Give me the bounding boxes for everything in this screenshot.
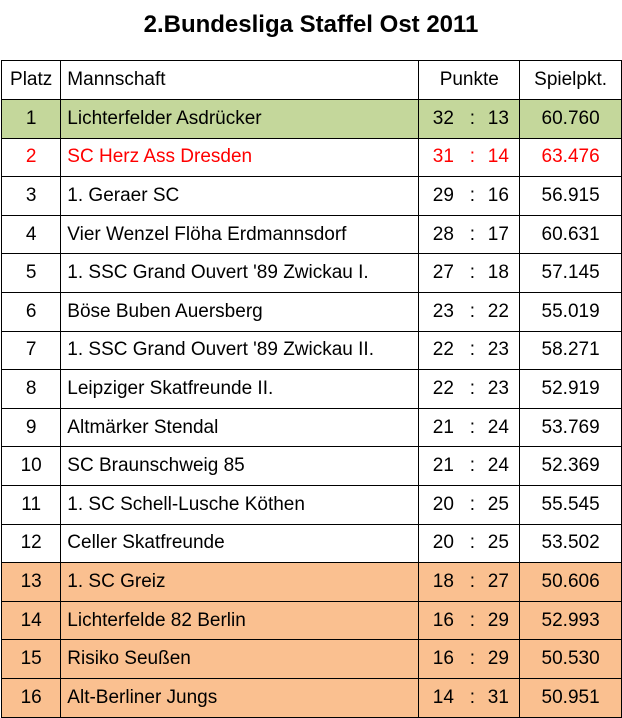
rank-cell: 14 [2, 601, 61, 640]
points-plus: 18 [432, 570, 454, 592]
points-separator: : [469, 686, 475, 708]
game-points-cell: 53.502 [520, 524, 622, 563]
points-cell [419, 331, 520, 370]
points-separator: : [469, 300, 475, 322]
points-plus: 21 [432, 455, 454, 477]
points-plus: 27 [432, 262, 454, 284]
points-separator: : [469, 339, 475, 361]
points-cell [419, 254, 520, 293]
rank-cell: 2 [2, 138, 61, 177]
points-minus: 22 [487, 300, 509, 322]
points-separator: : [469, 493, 475, 515]
points-cell [419, 678, 520, 717]
table-row [2, 100, 622, 139]
rank-cell: 8 [2, 370, 61, 409]
game-points-cell: 52.993 [520, 601, 622, 640]
team-cell: Risiko Seußen [61, 640, 419, 679]
points-plus: 16 [432, 648, 454, 670]
points-plus: 21 [432, 416, 454, 438]
game-points-cell: 50.951 [520, 678, 622, 717]
points-plus: 20 [432, 532, 454, 554]
team-cell: 1. SC Greiz [61, 563, 419, 602]
points-minus: 13 [487, 107, 509, 129]
points-minus: 31 [487, 686, 509, 708]
points-separator: : [469, 532, 475, 554]
points-plus: 16 [432, 609, 454, 631]
points-separator: : [469, 416, 475, 438]
points-plus: 20 [432, 493, 454, 515]
rank-cell: 9 [2, 408, 61, 447]
table-row [2, 601, 622, 640]
points-separator: : [469, 609, 475, 631]
rank-cell: 4 [2, 215, 61, 254]
team-cell: Leipziger Skatfreunde II. [61, 370, 419, 409]
header-points: Punkte [419, 61, 520, 100]
table-row [2, 447, 622, 486]
points-separator: : [469, 223, 475, 245]
table-row [2, 215, 622, 254]
rank-cell: 11 [2, 485, 61, 524]
points-minus: 17 [487, 223, 509, 245]
points-minus: 16 [487, 184, 509, 206]
team-cell: Altmärker Stendal [61, 408, 419, 447]
table-row [2, 138, 622, 177]
game-points-cell: 60.760 [520, 100, 622, 139]
header-team: Mannschaft [61, 61, 419, 100]
game-points-cell: 55.019 [520, 292, 622, 331]
points-minus: 29 [487, 609, 509, 631]
table-row [2, 331, 622, 370]
team-cell: 1. Geraer SC [61, 177, 419, 216]
points-minus: 24 [487, 416, 509, 438]
team-cell: SC Herz Ass Dresden [61, 138, 419, 177]
game-points-cell: 57.145 [520, 254, 622, 293]
points-minus: 14 [487, 146, 509, 168]
table-row [2, 254, 622, 293]
points-cell [419, 640, 520, 679]
rank-cell: 5 [2, 254, 61, 293]
points-plus: 29 [432, 184, 454, 206]
points-separator: : [469, 377, 475, 399]
table-row [2, 524, 622, 563]
table-row [2, 370, 622, 409]
rank-cell: 3 [2, 177, 61, 216]
points-cell [419, 292, 520, 331]
points-plus: 14 [432, 686, 454, 708]
standings-table [1, 60, 622, 718]
game-points-cell: 60.631 [520, 215, 622, 254]
page-title: 2.Bundesliga Staffel Ost 2011 [143, 11, 479, 38]
rank-cell: 12 [2, 524, 61, 563]
team-cell: 1. SSC Grand Ouvert '89 Zwickau I. [61, 254, 419, 293]
points-minus: 27 [487, 570, 509, 592]
game-points-cell: 55.545 [520, 485, 622, 524]
rank-cell: 13 [2, 563, 61, 602]
rank-cell: 16 [2, 678, 61, 717]
team-cell: 1. SSC Grand Ouvert '89 Zwickau II. [61, 331, 419, 370]
points-cell [419, 601, 520, 640]
points-plus: 32 [432, 107, 454, 129]
team-cell: Böse Buben Auersberg [61, 292, 419, 331]
points-cell [419, 215, 520, 254]
table-row [2, 485, 622, 524]
game-points-cell: 53.769 [520, 408, 622, 447]
game-points-cell: 63.476 [520, 138, 622, 177]
game-points-cell: 50.606 [520, 563, 622, 602]
table-row [2, 408, 622, 447]
rank-cell: 6 [2, 292, 61, 331]
team-cell: Alt-Berliner Jungs [61, 678, 419, 717]
team-cell: Lichterfelde 82 Berlin [61, 601, 419, 640]
points-separator: : [469, 262, 475, 284]
table-row [2, 177, 622, 216]
points-separator: : [469, 455, 475, 477]
points-cell [419, 138, 520, 177]
game-points-cell: 52.369 [520, 447, 622, 486]
points-separator: : [469, 184, 475, 206]
table-row [2, 563, 622, 602]
game-points-cell: 56.915 [520, 177, 622, 216]
rank-cell: 15 [2, 640, 61, 679]
game-points-cell: 50.530 [520, 640, 622, 679]
points-separator: : [469, 648, 475, 670]
points-plus: 31 [432, 146, 454, 168]
points-plus: 22 [432, 339, 454, 361]
team-cell: Celler Skatfreunde [61, 524, 419, 563]
table-row [2, 292, 622, 331]
team-cell: 1. SC Schell-Lusche Köthen [61, 485, 419, 524]
game-points-cell: 58.271 [520, 331, 622, 370]
team-cell: Lichterfelder Asdrücker [61, 100, 419, 139]
rank-cell: 10 [2, 447, 61, 486]
points-separator: : [469, 570, 475, 592]
header-game-points: Spielpkt. [520, 61, 622, 100]
points-minus: 18 [487, 262, 509, 284]
points-minus: 25 [487, 493, 509, 515]
header-row [2, 61, 622, 100]
team-cell: SC Braunschweig 85 [61, 447, 419, 486]
points-cell [419, 447, 520, 486]
points-separator: : [469, 146, 475, 168]
points-cell [419, 177, 520, 216]
points-separator: : [469, 107, 475, 129]
rank-cell: 1 [2, 100, 61, 139]
points-cell [419, 485, 520, 524]
points-minus: 29 [487, 648, 509, 670]
team-cell: Vier Wenzel Flöha Erdmannsdorf [61, 215, 419, 254]
points-plus: 28 [432, 223, 454, 245]
points-cell [419, 563, 520, 602]
points-minus: 23 [487, 377, 509, 399]
rank-cell: 7 [2, 331, 61, 370]
points-cell [419, 100, 520, 139]
points-minus: 24 [487, 455, 509, 477]
points-cell [419, 408, 520, 447]
points-plus: 23 [432, 300, 454, 322]
table-row [2, 678, 622, 717]
table-row [2, 640, 622, 679]
header-platz: Platz [2, 61, 61, 100]
game-points-cell: 52.919 [520, 370, 622, 409]
points-minus: 23 [487, 339, 509, 361]
points-plus: 22 [432, 377, 454, 399]
points-minus: 25 [487, 532, 509, 554]
points-cell [419, 524, 520, 563]
points-cell [419, 370, 520, 409]
